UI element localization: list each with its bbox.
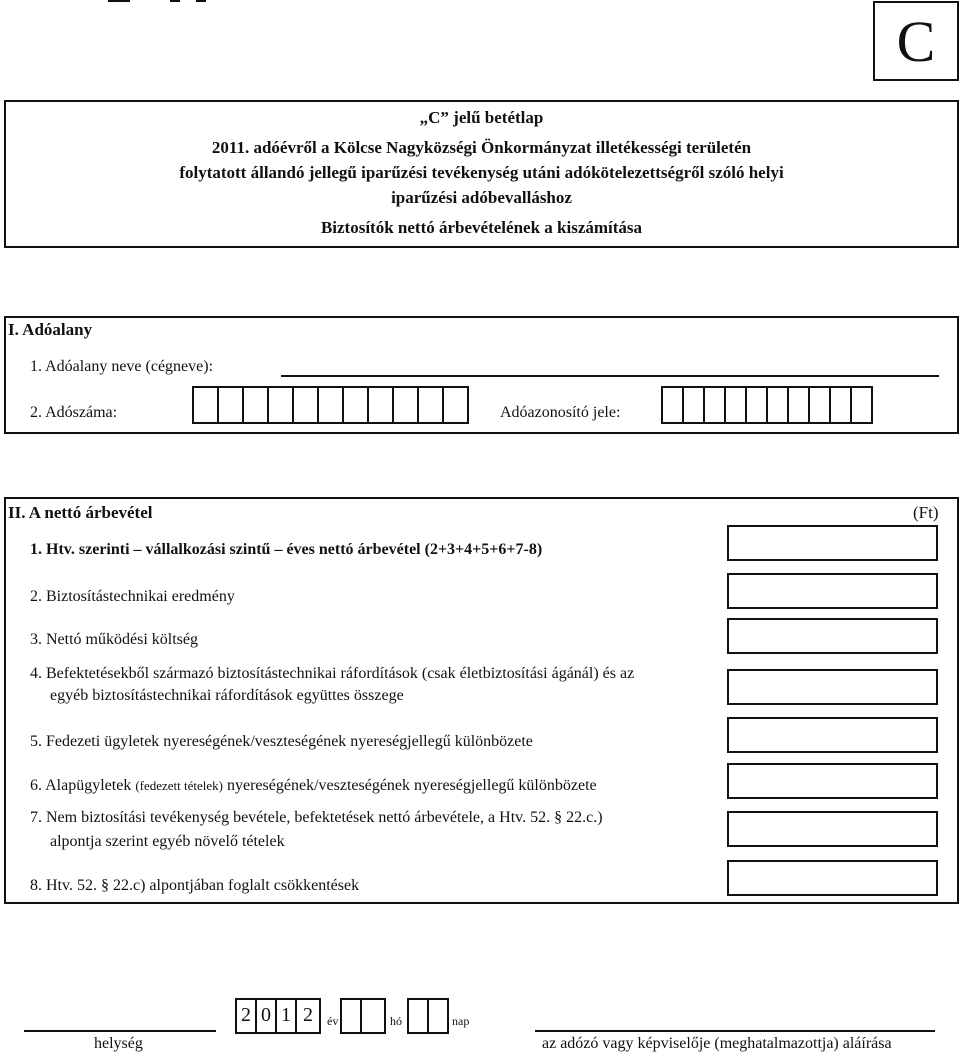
- place-label: helység: [94, 1035, 143, 1052]
- digit-cell[interactable]: [703, 386, 726, 424]
- digit-cell[interactable]: [442, 386, 469, 424]
- digit-cell[interactable]: [242, 386, 269, 424]
- revenue-row-label: 2. Biztosítástechnikai eredmény: [30, 588, 235, 605]
- day-label: nap: [452, 1014, 470, 1028]
- revenue-row-label: 4. Befektetésekből származó biztosítástechnikai ráfordítások (csak életbiztosítási ágánál) és az: [30, 665, 635, 682]
- digit-cell[interactable]: [417, 386, 444, 424]
- tax-id-label: Adóazonosító jele:: [500, 404, 621, 421]
- digit-cell[interactable]: [342, 386, 369, 424]
- tax-number-label: 2. Adószáma:: [30, 404, 118, 421]
- year-digit: 2: [303, 1004, 313, 1026]
- amount-field-row-5[interactable]: [727, 717, 938, 753]
- amount-field-row-3[interactable]: [727, 618, 938, 654]
- form-title-line: Biztosítók nettó árbevételének a kiszámítása: [320, 218, 643, 237]
- signature-label: az adózó vagy képviselője (meghatalmazottja) aláírása: [542, 1035, 892, 1052]
- amount-field-row-4[interactable]: [727, 669, 938, 705]
- top-edge-mark: [170, 0, 180, 2]
- revenue-row-label: 1. Htv. szerinti – vállalkozási szintű – éves nettó árbevétel (2+3+4+5+6+7-8): [30, 541, 543, 558]
- digit-cell[interactable]: [850, 386, 873, 424]
- form-letter: C: [896, 9, 936, 74]
- taxpayer-name-field[interactable]: [281, 375, 939, 377]
- digit-cell[interactable]: [682, 386, 705, 424]
- signature-field[interactable]: [535, 1030, 935, 1032]
- digit-cell[interactable]: [724, 386, 747, 424]
- digit-cell[interactable]: [367, 386, 394, 424]
- day-digit-cell[interactable]: [407, 998, 429, 1034]
- tax-id-field[interactable]: [661, 386, 876, 424]
- revenue-row-label: alpontja szerint egyéb növelő tételek: [50, 833, 285, 850]
- form-title-line: folytatott állandó jellegű iparűzési tevékenység utáni adókötelezettségről szóló helyi: [179, 163, 784, 182]
- revenue-row-label: [30, 777, 597, 795]
- form-subtitle: „C” jelű betétlap: [419, 108, 544, 127]
- digit-cell[interactable]: [766, 386, 789, 424]
- digit-cell[interactable]: [787, 386, 810, 424]
- section-taxpayer: [4, 316, 959, 434]
- year-label: év: [327, 1014, 339, 1028]
- digit-cell[interactable]: [661, 386, 684, 424]
- amount-field-row-8[interactable]: [727, 860, 938, 896]
- section-title: I. Adóalany: [8, 320, 93, 339]
- revenue-row-label-note: (fedezett tételek): [135, 778, 223, 793]
- form-title-line: 2011. adóévről a Kölcse Nagyközségi Önkormányzat illetékességi területén: [211, 138, 752, 157]
- year-digit-cell[interactable]: [295, 998, 321, 1034]
- year-digit-cell[interactable]: [235, 998, 257, 1034]
- form-letter-box: [873, 1, 959, 81]
- amount-field-row-2[interactable]: [727, 573, 938, 609]
- revenue-row-label: 8. Htv. 52. § 22.c) alpontjában foglalt csökkentések: [30, 877, 360, 894]
- place-field[interactable]: [24, 1030, 216, 1032]
- taxpayer-name-label: 1. Adóalany neve (cégneve):: [30, 358, 214, 375]
- tax-number-field[interactable]: [192, 386, 472, 424]
- month-digit-cell[interactable]: [340, 998, 362, 1034]
- year-digit-cell[interactable]: [255, 998, 277, 1034]
- top-edge-mark: [108, 0, 130, 2]
- form-header: [4, 100, 959, 248]
- section-net-revenue: [4, 497, 959, 904]
- digit-cell[interactable]: [292, 386, 319, 424]
- year-digit: 0: [261, 1004, 271, 1026]
- revenue-row-label-part: 6. Alapügyletek: [30, 777, 136, 794]
- year-digit: 2: [241, 1004, 251, 1026]
- day-digit-cell[interactable]: [427, 998, 449, 1034]
- digit-cell[interactable]: [808, 386, 831, 424]
- revenue-row-label-part: nyereségének/veszteségének nyereségjellegű különbözete: [223, 777, 597, 794]
- year-digit-cell[interactable]: [275, 998, 297, 1034]
- year-digit: 1: [281, 1004, 291, 1026]
- revenue-row-label: 7. Nem biztosítási tevékenység bevétele, befektetések nettó árbevétele, a Htv. 52. § 22.c.): [30, 809, 603, 826]
- month-digit-cell[interactable]: [360, 998, 386, 1034]
- digit-cell[interactable]: [392, 386, 419, 424]
- revenue-row-label: 5. Fedezeti ügyletek nyereségének/veszteségének nyereségjellegű különbözete: [30, 733, 533, 750]
- digit-cell[interactable]: [267, 386, 294, 424]
- top-edge-mark: [196, 0, 206, 2]
- amount-field-row-6[interactable]: [727, 763, 938, 799]
- revenue-row-label: egyéb biztosítástechnikai ráfordítások együttes összege: [50, 687, 404, 704]
- revenue-row-label: 3. Nettó működési költség: [30, 631, 198, 648]
- section-title: II. A nettó árbevétel: [8, 503, 153, 522]
- amount-field-row-1[interactable]: [727, 525, 938, 561]
- digit-cell[interactable]: [217, 386, 244, 424]
- form-title-line: iparűzési adóbevalláshoz: [391, 188, 572, 207]
- digit-cell[interactable]: [745, 386, 768, 424]
- month-label: hó: [390, 1014, 402, 1028]
- digit-cell[interactable]: [829, 386, 852, 424]
- currency-unit: (Ft): [913, 503, 939, 522]
- digit-cell[interactable]: [192, 386, 219, 424]
- digit-cell[interactable]: [317, 386, 344, 424]
- amount-field-row-7[interactable]: [727, 811, 938, 847]
